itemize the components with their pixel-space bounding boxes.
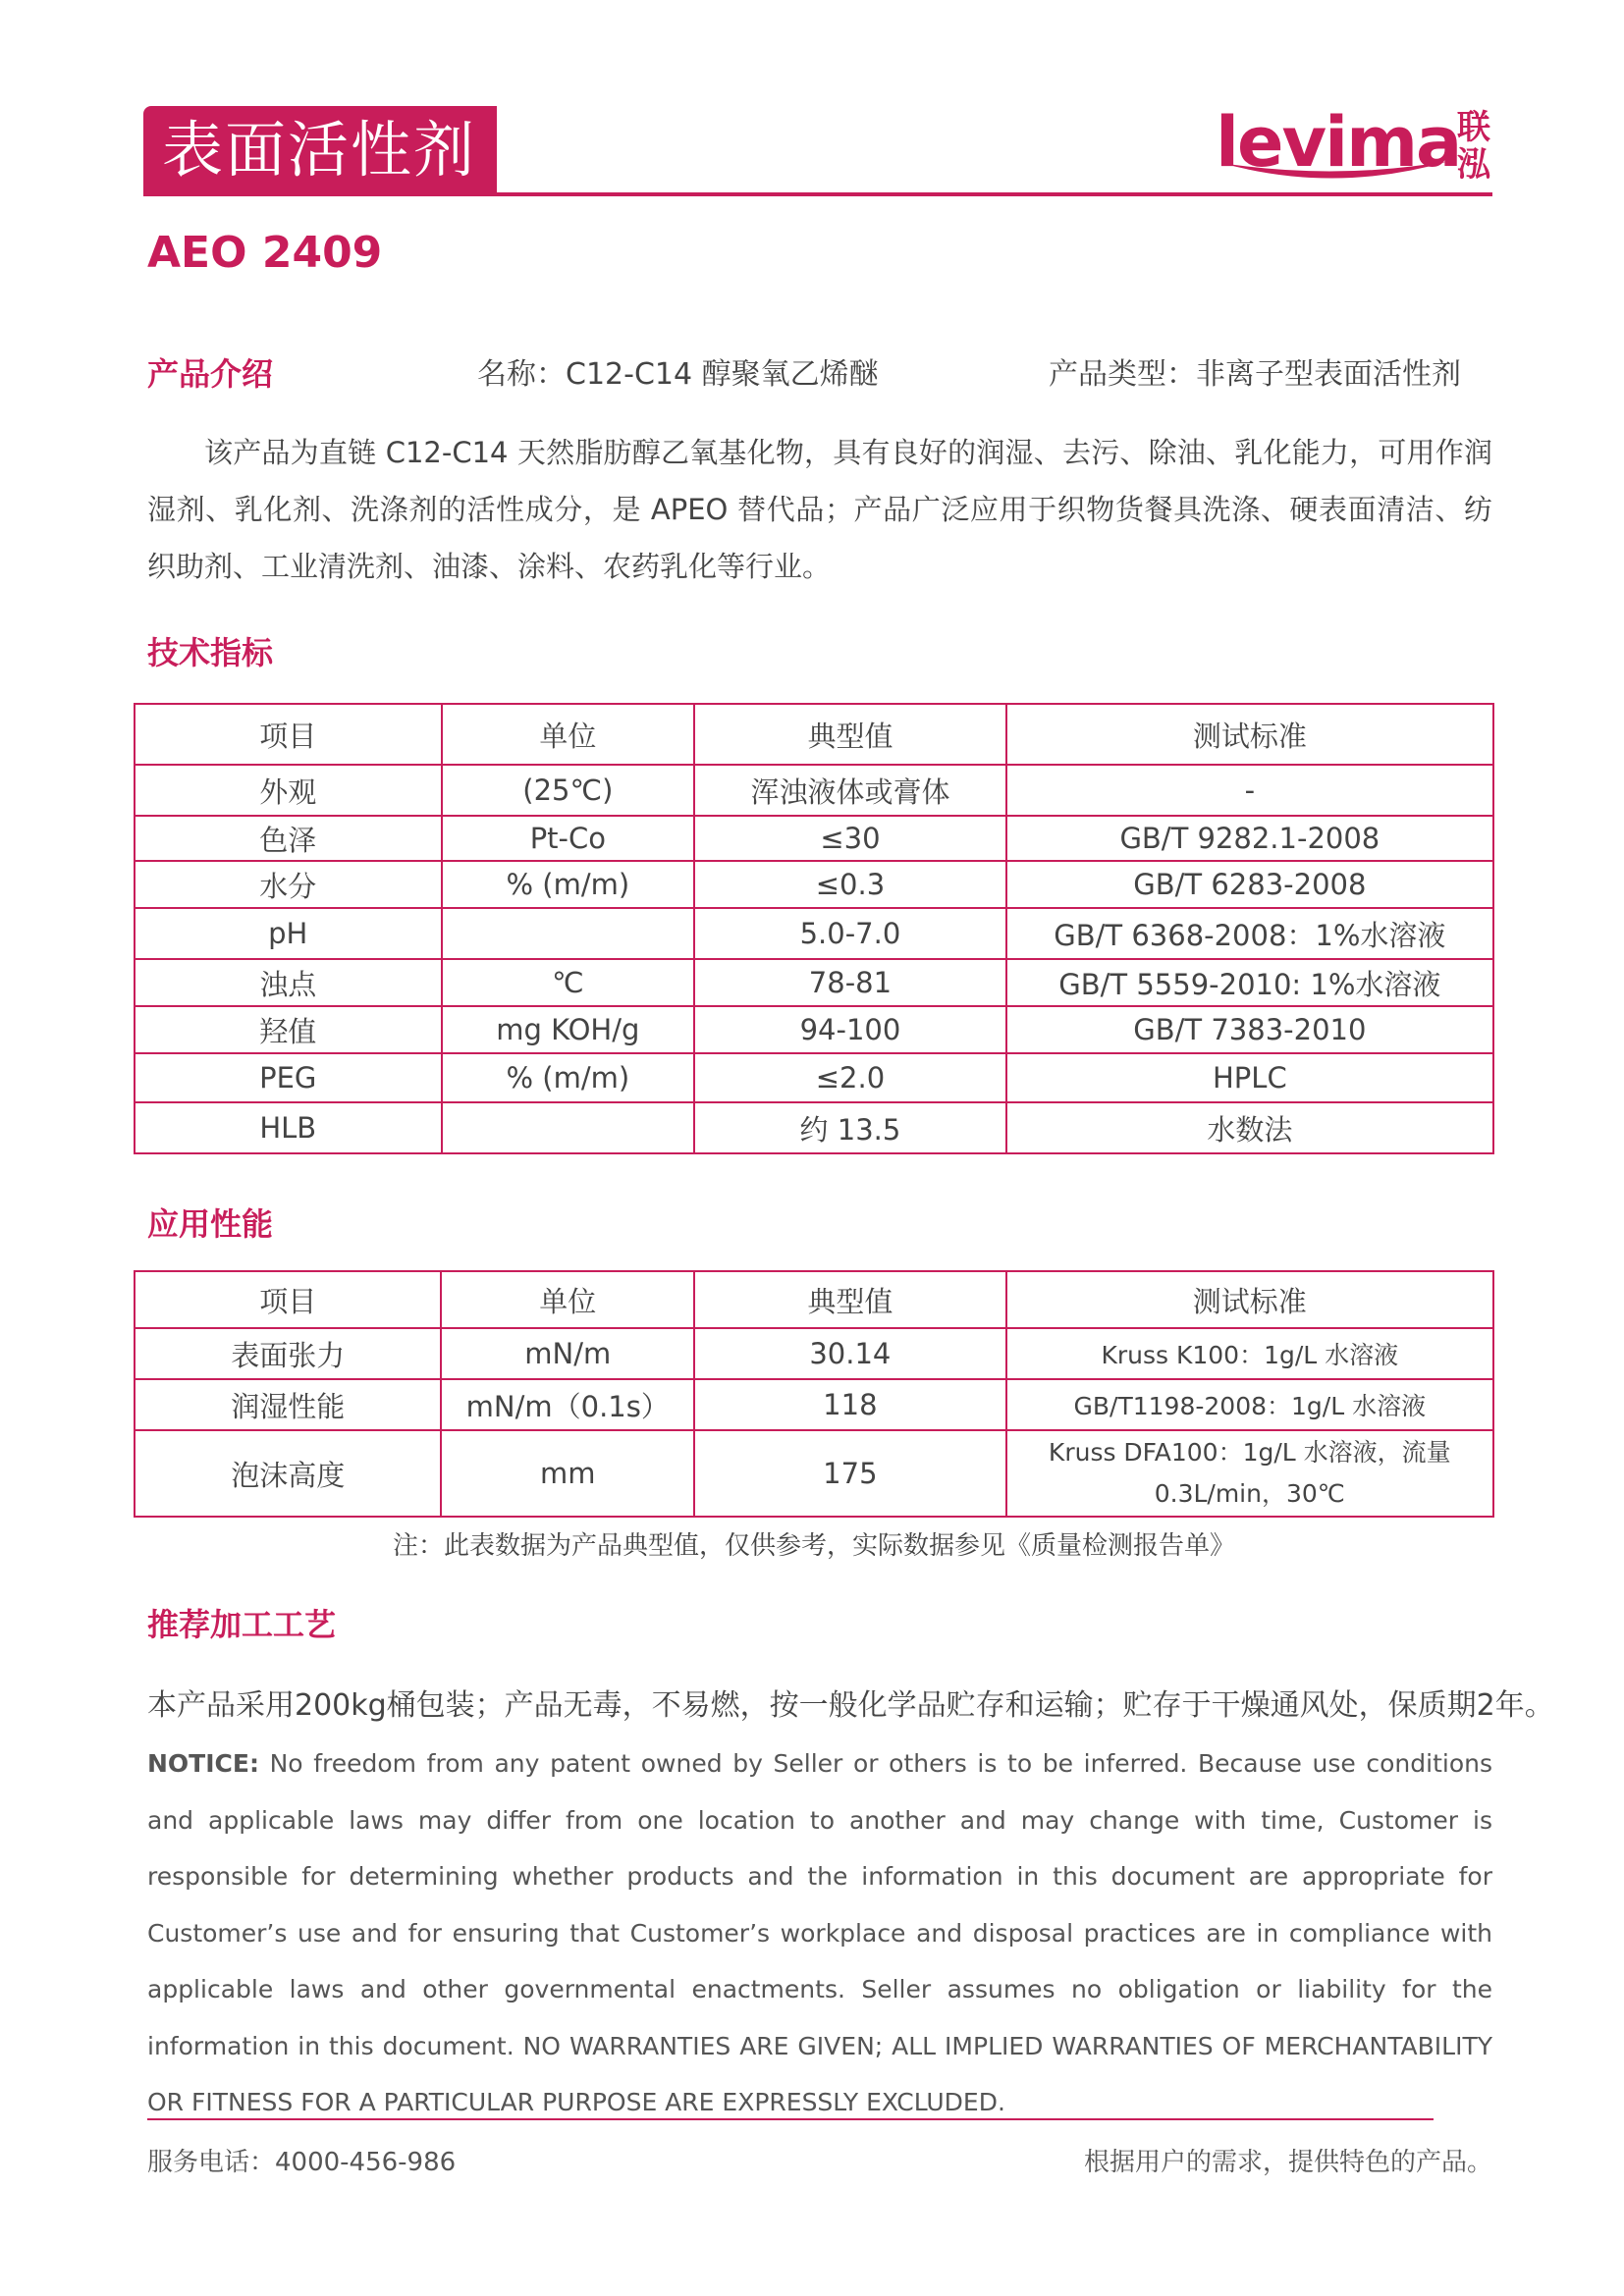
table-cell: GB/T 7383-2010 <box>1006 1006 1493 1053</box>
table-row <box>135 1102 1493 1153</box>
table-cell: pH <box>135 908 442 959</box>
table-row <box>135 1053 1493 1102</box>
table-cell: 羟值 <box>135 1006 442 1053</box>
column-header: 单位 <box>441 1271 694 1328</box>
table-cell: GB/T 5559-2010: 1%水溶液 <box>1006 959 1493 1006</box>
table-cell: mN/m <box>441 1328 694 1379</box>
table-row <box>135 908 1493 959</box>
column-header: 测试标准 <box>1006 704 1493 765</box>
product-code: AEO 2409 <box>147 228 383 278</box>
notice-text: No freedom from any patent owned by Seller or others is to be inferred. Because use conditions and applicable laws may differ from one location to another and may change with time, Customer is responsible for determining whether products and the information in this document are appropriate for Customer’s use and for ensuring that Customer’s workplace and disposal practices are in compliance with applicable laws and other governmental enactments. Seller assumes no obligation or liability for the information in this document. NO WARRANTIES ARE GIVEN; ALL IMPLIED WARRANTIES OF MERCHANTABILITY OR FITNESS FOR A PARTICULAR PURPOSE ARE EXPRESSLY EXCLUDED. <box>147 1749 1492 2116</box>
process-heading: 推荐加工工艺 <box>147 1606 337 1643</box>
table-cell: 色泽 <box>135 816 442 861</box>
table-cell: 浊点 <box>135 959 442 1006</box>
logo-swoosh-icon <box>1218 155 1453 190</box>
table-row <box>135 959 1493 1006</box>
table-cell: GB/T 6283-2008 <box>1006 861 1493 908</box>
table-cell: 78-81 <box>694 959 1006 1006</box>
table-cell: Kruss K100：1g/L 水溶液 <box>1006 1328 1493 1379</box>
table-header-row <box>135 1271 1493 1328</box>
product-name: 名称：C12-C14 醇聚氧乙烯醚 <box>477 357 879 392</box>
table-row <box>135 1379 1493 1430</box>
table-cell: Kruss DFA100：1g/L 水溶液，流量 0.3L/min，30℃ <box>1006 1430 1493 1517</box>
table-row <box>135 861 1493 908</box>
table-cell: HPLC <box>1006 1053 1493 1102</box>
intro-heading: 产品介绍 <box>147 355 274 393</box>
table-cell: % (m/m) <box>442 861 695 908</box>
table-cell: ℃ <box>442 959 695 1006</box>
notice-paragraph <box>147 1735 1492 2131</box>
table-row <box>135 1006 1493 1053</box>
table-header-row <box>135 704 1493 765</box>
column-header: 项目 <box>135 704 442 765</box>
logo-cn-top: 联 <box>1457 108 1490 147</box>
column-header: 典型值 <box>694 1271 1006 1328</box>
application-table <box>134 1270 1494 1518</box>
table-cell: ≤0.3 <box>694 861 1006 908</box>
table-cell: 30.14 <box>694 1328 1006 1379</box>
table-cell <box>442 1102 695 1153</box>
table-cell: 水数法 <box>1006 1102 1493 1153</box>
table-cell: GB/T 9282.1-2008 <box>1006 816 1493 861</box>
table-cell: 外观 <box>135 765 442 816</box>
table-cell: ≤2.0 <box>694 1053 1006 1102</box>
tech-heading: 技术指标 <box>147 634 274 671</box>
intro-paragraph: 该产品为直链 C12-C14 天然脂肪醇乙氧基化物，具有良好的润湿、去污、除油、乳化能力，可用作润湿剂、乳化剂、洗涤剂的活性成分，是 APEO 替代品；产品广泛应用于织物货餐具洗涤、硬表面清洁、纺织助剂、工业清洗剂、油漆、涂料、农药乳化等行业。 <box>147 436 1492 583</box>
product-type: 产品类型：非离子型表面活性剂 <box>1049 357 1461 392</box>
table-cell: (25℃) <box>442 765 695 816</box>
footer-rule <box>147 2118 1434 2120</box>
table-cell: GB/T1198-2008：1g/L 水溶液 <box>1006 1379 1493 1430</box>
table-row <box>135 816 1493 861</box>
process-text: 本产品采用200kg桶包装；产品无毒，不易燃，按一般化学品贮存和运输；贮存于干燥通风处，保质期2年。 <box>147 1688 1554 1723</box>
application-heading: 应用性能 <box>147 1205 274 1243</box>
table-cell: - <box>1006 765 1493 816</box>
table-cell: 浑浊液体或膏体 <box>694 765 1006 816</box>
tech-spec-table <box>134 703 1494 1154</box>
header-rule <box>143 192 1492 196</box>
table-cell: Pt-Co <box>442 816 695 861</box>
table-cell: 约 13.5 <box>694 1102 1006 1153</box>
table-cell: 润湿性能 <box>135 1379 441 1430</box>
table-cell: PEG <box>135 1053 442 1102</box>
table-cell: GB/T 6368-2008：1%水溶液 <box>1006 908 1493 959</box>
table-cell: 水分 <box>135 861 442 908</box>
column-header: 项目 <box>135 1271 441 1328</box>
table-cell: 表面张力 <box>135 1328 441 1379</box>
table-row <box>135 1430 1493 1517</box>
column-header: 单位 <box>442 704 695 765</box>
table-cell: % (m/m) <box>442 1053 695 1102</box>
table-cell: mN/m（0.1s） <box>441 1379 694 1430</box>
table-cell: 118 <box>694 1379 1006 1430</box>
table-cell: 5.0-7.0 <box>694 908 1006 959</box>
category-title: 表面活性剂 <box>162 114 477 186</box>
table-cell: 94-100 <box>694 1006 1006 1053</box>
table-cell: mm <box>441 1430 694 1517</box>
table-cell <box>442 908 695 959</box>
table-cell: 175 <box>694 1430 1006 1517</box>
table-row <box>135 1328 1493 1379</box>
logo-wordmark: levima <box>1216 102 1461 183</box>
logo-cn-bottom: 泓 <box>1457 145 1490 185</box>
column-header: 测试标准 <box>1006 1271 1493 1328</box>
table-row <box>135 765 1493 816</box>
column-header: 典型值 <box>694 704 1006 765</box>
table-cell: 泡沫高度 <box>135 1430 441 1517</box>
table-cell: ≤30 <box>694 816 1006 861</box>
table-note: 注：此表数据为产品典型值，仅供参考，实际数据参见《质量检测报告单》 <box>392 1531 1235 1561</box>
notice-label: NOTICE: <box>147 1749 259 1778</box>
footer-slogan: 根据用户的需求，提供特色的产品。 <box>1083 2148 1492 2177</box>
footer-phone: 服务电话：4000-456-986 <box>147 2148 457 2177</box>
table-cell: mg KOH/g <box>442 1006 695 1053</box>
table-cell: HLB <box>135 1102 442 1153</box>
